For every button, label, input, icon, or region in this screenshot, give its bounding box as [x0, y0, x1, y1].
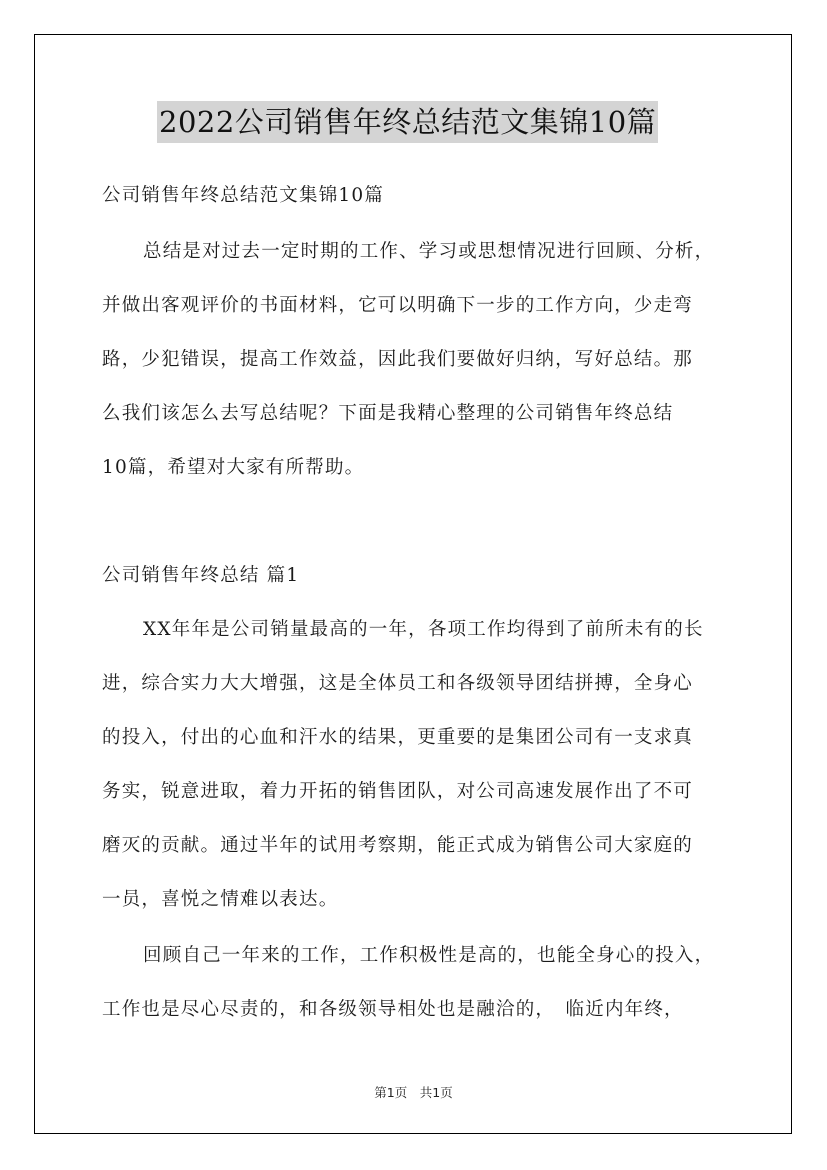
paragraph-line: 磨灭的贡献。通过半年的试用考察期，能正式成为销售公司大家庭的	[102, 835, 694, 856]
section-heading: 公司销售年终总结 篇1	[102, 565, 300, 586]
paragraph-line: 一员，喜悦之情难以表达。	[102, 889, 339, 910]
intro-line: 么我们该怎么去写总结呢？下面是我精心整理的公司销售年终总结	[102, 403, 674, 424]
intro-line: 并做出客观评价的书面材料，它可以明确下一步的工作方向，少走弯	[102, 295, 694, 316]
page-number-footer: 第1页 共1页	[374, 1085, 453, 1100]
intro-line: 总结是对过去一定时期的工作、学习或思想情况进行回顾、分析，	[143, 241, 715, 262]
paragraph-line: 回顾自己一年来的工作，工作积极性是高的，也能全身心的投入，	[143, 945, 715, 966]
document-title: 2022公司销售年终总结范文集锦10篇	[157, 101, 658, 143]
document-subtitle: 公司销售年终总结范文集锦10篇	[102, 185, 385, 206]
paragraph-line: XX年年是公司销量最高的一年，各项工作均得到了前所未有的长	[143, 619, 704, 640]
paragraph-line: 工作也是尽心尽责的，和各级领导相处也是融洽的， 临近内年终，	[102, 999, 684, 1020]
paragraph-line: 务实，锐意进取，着力开拓的销售团队，对公司高速发展作出了不可	[102, 781, 694, 802]
intro-line: 路，少犯错误，提高工作效益，因此我们要做好归纳，写好总结。那	[102, 349, 694, 370]
paragraph-line: 的投入，付出的心血和汗水的结果，更重要的是集团公司有一支求真	[102, 727, 694, 748]
paragraph-line: 进，综合实力大大增强，这是全体员工和各级领导团结拼搏，全身心	[102, 673, 694, 694]
intro-line: 10篇，希望对大家有所帮助。	[102, 457, 365, 478]
